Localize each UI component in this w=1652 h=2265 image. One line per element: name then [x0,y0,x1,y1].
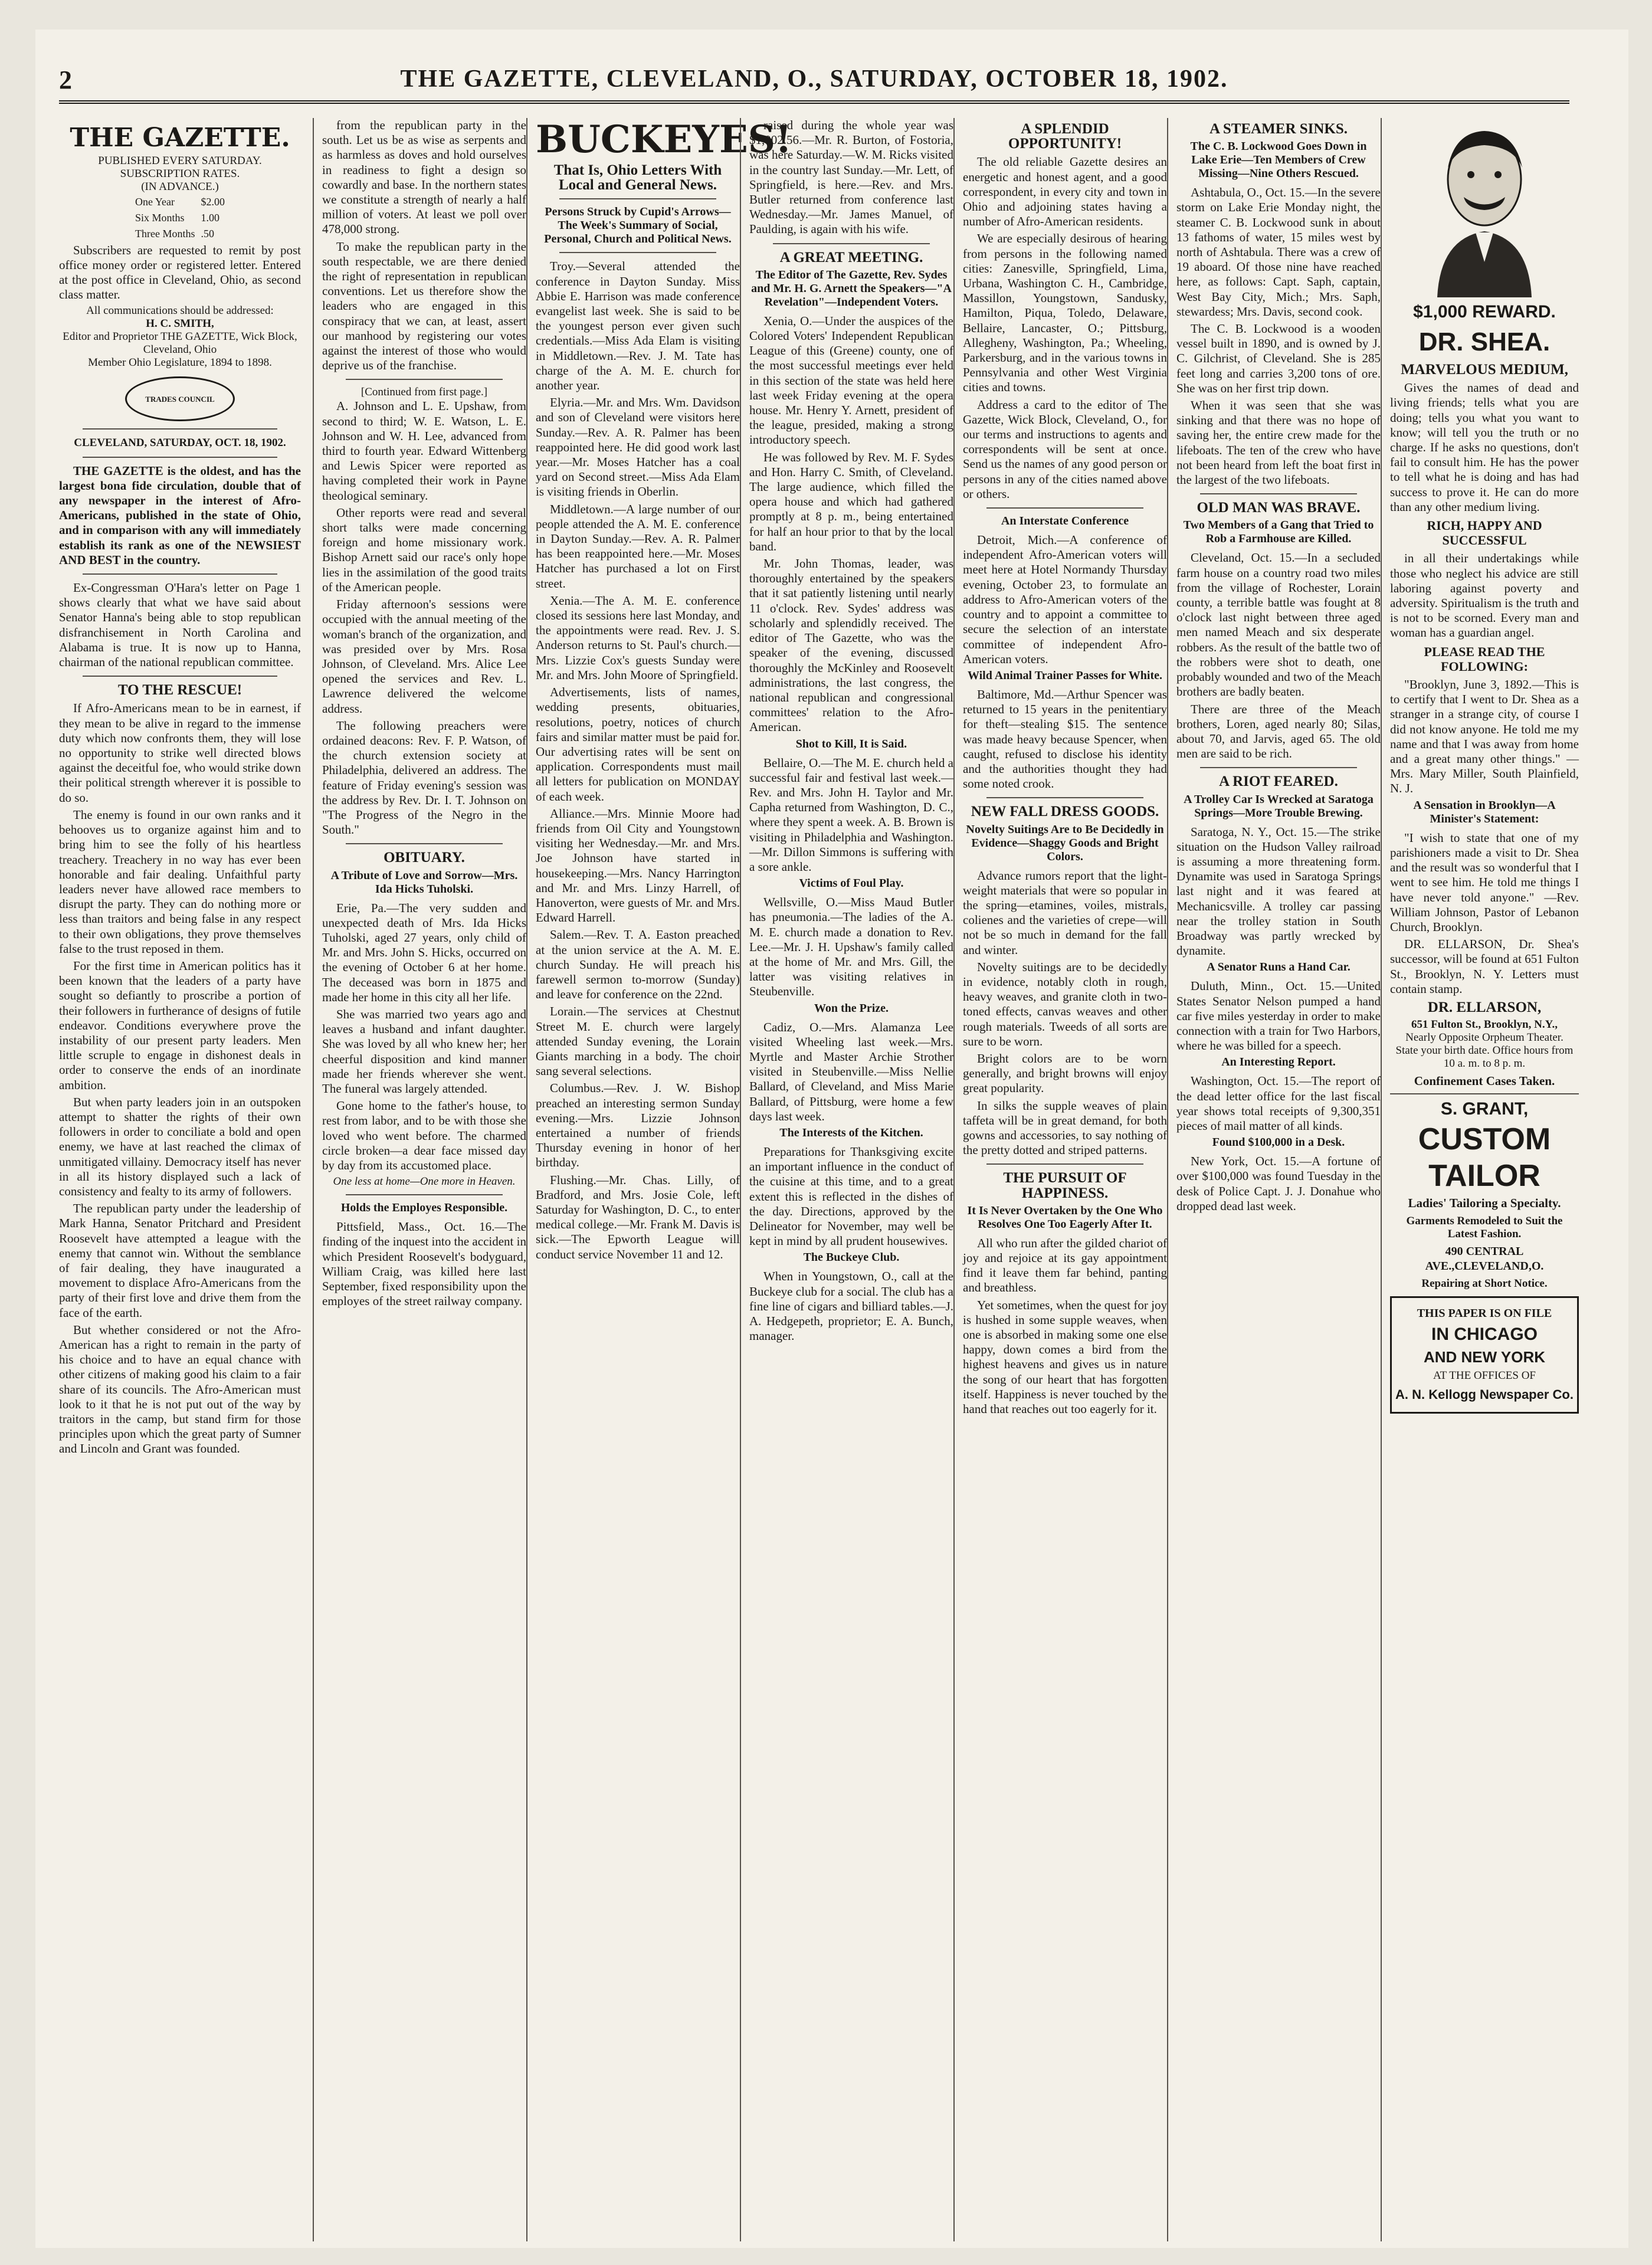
on-file-kellogg: A. N. Kellogg Newspaper Co. [1395,1387,1574,1402]
ellarson-hours: State your birth date. Office hours from 10 a. m. to 8 p. m. [1395,1044,1574,1070]
report-heading: An Interesting Report. [1221,1056,1336,1069]
steamer-paragraph: The C. B. Lockwood is a wooden vessel built in 1890, and is owned by J. C. Gilchrist, of Cleveland. She is 285 feet long and carries 3,200 tons of ore. She was on her first trip down. [1176,322,1381,395]
buckeyes-heading: BUCKEYES! [536,117,792,162]
buckeye-club-heading: The Buckeye Club. [803,1251,900,1264]
meeting-paragraph: Mr. John Thomas, leader, was thoroughly entertained by the speakers that it sat patiently listening until nearly 11 o'clock. Rev. Sydes' address was scholarly and splendidly received. The editor of The Gazette, who was the speaker of the evening, discussed thoroughly the McKinley and Roosevelt administrations, the last congress, the national republican and congressional committees' relation to the Afro-American. [749,556,953,735]
sensation-paragraph: "I wish to state that one of my parishioners made a visit to Dr. Shea and the result was so wonderful that I went to see him. He told me things I have never told anyone." —Rev. William Johnson, Pastor of Lebanon Church, Brooklyn. [1390,830,1579,934]
ellarson-name: DR. ELLARSON, [1427,999,1542,1015]
rate-row [133,195,227,209]
riot-subheading: A Trolley Car Is Wrecked at Saratoga Springs—More Trouble Brewing. [1184,792,1374,820]
rate-price: $2.00 [201,196,225,208]
divider [773,243,930,244]
legislature-line: Member Ohio Legislature, 1894 to 1898. [88,356,272,369]
local-news-item: Salem.—Rev. T. A. Easton preached at the union service at the A. M. E. church Sunday. He will preach his farewell sermon to-morrow (Sunday) and leave for conference on the 22nd. [536,927,740,1002]
obituary-subheading: A Tribute of Love and Sorrow—Mrs. Ida Hicks Tuholski. [330,868,518,896]
kitchen-heading: The Interests of the Kitchen. [779,1126,923,1139]
animal-trainer-heading: Wild Animal Trainer Passes for White. [967,668,1163,682]
obituary-paragraph: Gone home to the father's house, to rest from labor, and to be with those she loved who went before. The charmed circle broken—a dear face missed day by day from its accustomed place. [322,1099,526,1172]
rescue-paragraph: But whether considered or not the Afro-American has a right to remain in the party of his choice and to have an equal chance with other citizens of making good his claim to a fair share of its councils. The Afro-American must look to it that he is not put out of the way by traitors in the camp, but stand firm for those principles upon which the great party of Sumner and Lincoln and Grant was founded. [59,1322,301,1456]
rate-term: Six Months [135,212,185,224]
on-file-offices: AT THE OFFICES OF [1433,1369,1536,1382]
ellarson-address: 651 Fulton St., Brooklyn, N.Y., [1411,1018,1558,1031]
column-3 [526,117,792,2241]
column-5 [953,118,1175,2241]
on-file-box [1390,1296,1579,1414]
meeting-paragraph: He was followed by Rev. M. F. Sydes and Hon. Harry C. Smith, of Cleveland. The large audience, which filled the opera house and which had gathered promptly at 8 p. m., being entertained for half an hour prior to that by the local band. [749,450,953,553]
seal-text: TRADES COUNCIL [145,394,215,404]
conference-paragraph: Detroit, Mich.—A conference of independent Afro-American voters will meet here at Hotel Normandy Thursday evening, October 23, to formulate an address to Afro-American voters of the country and to appoint a committee to secure the selection of an interstate committee of independent Afro-American voters. [963,533,1167,666]
column-4 [740,118,962,2241]
prize-paragraph: Cadiz, O.—Mrs. Alamanza Lee visited Wheeling last week.—Mrs. Myrtle and Master Archie Strother visited in Steubenville.—Miss Nellie Ballard, of Cleveland, and Miss Marie Ballard, of Pittsburg, were home a few days last week. [749,1020,953,1123]
divider [1200,493,1357,494]
church-paragraph: Friday afternoon's sessions were occupied with the annual meeting of the woman's branch of the organization, and was presided over by Mrs. Rosa Johnson, of Cleveland. Mrs. Alice Lee opened the services and Rev. L. Lawrence delivered the welcome address. [322,597,526,716]
on-file-new-york: AND NEW YORK [1423,1348,1546,1366]
obituary-paragraph: She was married two years ago and leaves a husband and infant daughter. She was loved by all who knew her; her cheerful disposition and kind manner made her friends wherever she went. The funeral was largely attended. [322,1007,526,1096]
rescue-heading: TO THE RESCUE! [117,682,242,699]
opportunity-paragraph: We are especially desirous of hearing from persons in the following named cities: Zanesville, Springfield, Lima, Urbana, Washington C. H., Cambridge, Massillon, Youngstown, Sandusky, Hamilton, Piqua, Toledo, Delaware, Bellaire, Lancaster, O.; Pittsburg, Allegheny, Washington, Pa.; Wheeling, Parkersburg, and in the various towns in Pennsylvania and other West Virginia cities and towns. [963,231,1167,395]
divider [346,1194,503,1195]
prize-heading: Won the Prize. [814,1001,889,1015]
divider [83,676,277,677]
column-1 [59,118,309,2241]
rates-heading: SUBSCRIPTION RATES. [120,168,240,180]
local-news-item: Flushing.—Mr. Chas. Lilly, of Bradford, and Mrs. Josie Cole, left Saturday for Washington, D. C., to enter medical college.—Mr. Frank M. Davis is sick.—The Epworth League will conduct service November 11 and 12. [536,1172,740,1261]
divider [83,428,277,430]
obituary-verse: One less at home—One more in Heaven. [333,1175,516,1188]
shot-heading: Shot to Kill, It is Said. [795,737,907,750]
dress-goods-paragraph: Advance rumors report that the light-weight materials that were so popular in the spring—etamines, voiles, mistrals, colienes and the varieties of crepe—will not be so much in demand for the fall and winter. [963,868,1167,957]
rate-row [133,227,227,241]
church-paragraph: The following preachers were ordained deacons: Rev. F. P. Watson, of the church extension society at Philadelphia, delivered an address. The feature of Friday evening's session was the address by Rev. Dr. I. T. Johnson on "The Progress of the Negro in the South." [322,718,526,837]
local-news-item: Advertisements, lists of names, wedding presents, obituaries, resolutions, poetry, notices of church fairs and similar matter must be paid for. Our advertising rates will be sent on application. Correspondents must mail all letters for publication on MONDAY of each week. [536,685,740,804]
riot-paragraph: Saratoga, N. Y., Oct. 15.—The strike situation on the Hudson Valley railroad is assuming a more threatening form. Dynamite was used in Saratoga Springs last night and it was feared at Mechanicsville. A trolley car passing near the trolley station in South Broadway was partly wrecked by dynamite. [1176,824,1381,958]
rich-heading: RICH, HAPPY AND SUCCESSFUL [1427,518,1542,548]
dr-shea-intro: Gives the names of dead and living friends; tells what you are doing; tells you what you want to know; will tell you the truth or no charge. If he asks no questions, don't fail to consult him. He has the power to tell what he is doing and has had success to prove it. He can do more than any other medium living. [1390,381,1579,514]
opportunity-paragraph: Address a card to the editor of The Gazette, Wick Block, Cleveland, O., for our terms and instructions to agents and correspondents will be sent at once. Send us the names of any good person or persons in any of the cities named above or others. [963,397,1167,501]
published-line: PUBLISHED EVERY SATURDAY. [98,155,262,167]
happiness-paragraph: Yet sometimes, when the quest for joy is hushed in some supple weaves, when one is absorbed in making some one else happy, down comes a bird from the highest heavens and gives us in nature the song of our heart that has forgotten itself. Happiness is never touched by the hand that reaches out too eagerly for it. [963,1297,1167,1417]
local-news-item: Troy.—Several attended the conference in Dayton Sunday. Miss Abbie E. Harrison was made conference evangelist last week. She is said to be the youngest person ever given such credentials.—Miss Ada Elam is visiting in Middletown.—Rev. J. M. Tate has charge of the A. M. E. church for another year. [536,259,740,393]
rates-in-advance: (IN ADVANCE.) [141,181,219,193]
rate-term: One Year [135,196,175,208]
editorial-continued: from the republican party in the south. Let us be as wise as serpents and as harmless as doves and hold ourselves in readiness to fight a design so cowardly and base. In the northern states we constitute a strength of nearly a half million of voters. At least we poll over 478,000 strong. [322,118,526,237]
tailor-repair: Repairing at Short Notice. [1421,1277,1548,1290]
dateline: CLEVELAND, SATURDAY, OCT. 18, 1902. [74,437,286,450]
dr-shea-name: DR. SHEA. [1418,327,1551,356]
buckeye-club-paragraph: When in Youngstown, O., call at the Buckeye club for a social. The club has a fine line of cigars and billiard tables.—J. A. Hedgepeth, proprietor; E. A. Bunch, manager. [749,1269,953,1343]
dress-goods-heading: NEW FALL DRESS GOODS. [971,804,1159,820]
dr-shea-title: MARVELOUS MEDIUM, [1401,362,1568,378]
ellarson-paragraph: DR. ELLARSON, Dr. Shea's successor, will be found at 651 Fulton St., Brooklyn, N. Y. Letters must contain stamp. [1390,937,1579,996]
dress-goods-paragraph: Bright colors are to be worn generally, and bright browns will enjoy great popularity. [963,1051,1167,1096]
meeting-heading: A GREAT MEETING. [779,249,923,265]
tailor-name: S. GRANT, [1440,1099,1529,1119]
conference-heading: An Interstate Conference [1001,514,1129,528]
divider [559,252,716,253]
rate-row [133,211,227,225]
buckeyes-deck: Persons Struck by Cupid's Arrows—The Week's Summary of Social, Personal, Church and Political News. [544,205,732,246]
tailor-tailor: TAILOR [1428,1159,1540,1194]
dr-shea-portrait [1414,120,1555,297]
continued-note: [Continued from first page.] [360,386,488,399]
local-news-item: Columbus.—Rev. J. W. Bishop preached an interesting sermon Sunday evening.—Mrs. Lizzie Johnson entertained a number of friends Thursday evening in honor of her birthday. [536,1081,740,1170]
dress-goods-paragraph: Novelty suitings are to be decidedly in evidence, notably cloth in rough, heavy weaves, and granite cloth in two-toned effects, canvas weaves and other rough materials. Tweeds of all sorts are sure to be worn. [963,959,1167,1048]
employes-heading: Holds the Employes Responsible. [340,1201,508,1215]
local-news-item: raised during the whole year was $1,002.56.—Mr. R. Burton, of Fostoria, was here Saturday.—W. M. Ricks visited in the country last Sunday.—Mr. Lett, of Springfield, is here.—Rev. and Mrs. Butler returned from conference last Wednesday.—Mr. James Manuel, of Paulding, is again with his wife. [749,118,953,237]
masthead-title: THE GAZETTE, CLEVELAND, O., SATURDAY, OCTOBER 18, 1902. [400,65,1228,93]
happiness-heading: THE PURSUIT OF HAPPINESS. [1003,1170,1127,1201]
column-6 [1167,118,1389,2241]
local-news-item: Xenia.—The A. M. E. conference closed its sessions here last Monday, and the appointments were read. Rev. J. S. Anderson returns to St. Paul's church.—Mrs. Lizzie Cox's guests Sunday were Mr. and Mrs. John Moore of Springfield. [536,593,740,682]
on-file-line-1: THIS PAPER IS ON FILE [1417,1306,1552,1320]
meeting-subheading: The Editor of The Gazette, Rev. Sydes and Mr. H. G. Arnett the Speakers—"A Revelation"—Independent Voters. [751,268,952,309]
confinement-line: Confinement Cases Taken. [1414,1074,1555,1089]
masthead [59,65,1569,104]
rescue-paragraph: For the first time in American politics has it been known that the leaders of a party have sought so defiantly to proscribe a portion of their followers in furtherance of designs of futile endeavor. Conditions everywhere prove the instability of our present party leaders. Men little scruple to engage in dishonest deals in order to conserve the ends of an inordinate ambition. [59,958,301,1092]
address-line: All communications should be addressed: [86,304,274,317]
rescue-paragraph: The republican party under the leadership of Mark Hanna, Senator Pritchard and President Roosevelt have attempted a league with the enemy that cannot win. Without the semblance of fair dealing, they have inaugurated a movement to displace Afro-Americans from the party of their first love and drive them from the face of the earth. [59,1201,301,1320]
local-news-item: Alliance.—Mrs. Minnie Moore had friends from Oil City and Youngstown visiting her Wednesday.—Mr. and Mrs. Joe Johnson have started in housekeeping.—Mrs. Nancy Harrington and Mr. and Mrs. Linzy Harrell, of Hanoverton, were guests of Mr. and Mrs. Edward Harrell. [536,806,740,925]
obituary-paragraph: Erie, Pa.—The very sudden and unexpected death of Mrs. Ida Hicks Tuholski, aged 27 years, only child of Mr. and Mrs. John S. Hicks, occurred on the evening of October 6 at her home. The deceased was born in 1875 and made her home in this city all her life. [322,900,526,1004]
opportunity-paragraph: The old reliable Gazette desires an energetic and honest agent, and a good correspondent, in every city and town in Ohio and adjoining states having a number of Afro-American residents. [963,155,1167,229]
animal-trainer-paragraph: Baltimore, Md.—Arthur Spencer was returned to 15 years in the penitentiary for theft—stealing $15. The sentence was made heavy because Spencer, when caught, refused to disclose his identity and the authorities thought they had some noted crook. [963,687,1167,791]
divider [986,797,1143,798]
brave-subheading: Two Members of a Gang that Tried to Rob a Farmhouse are Killed. [1183,519,1374,546]
rescue-paragraph: If Afro-Americans mean to be in earnest, if they mean to be alive in regard to the immense duty which now confronts them, they will lose no opportunity to strike well directed blows against the deceitful foe, who would strike down their political strength wherever it is possible to do so. [59,701,301,805]
report-paragraph: Washington, Oct. 15.—The report of the dead letter office for the last fiscal year shows total receipts of 9,300,351 pieces of mail matter of all kinds. [1176,1074,1381,1133]
rich-paragraph: in all their undertakings while those who neglect his advice are still laboring against poverty and adversity. Spiritualism is the truth and is not to be scorned. Every man and woman has a guardian angel. [1390,551,1579,640]
subscriber-notice: Subscribers are requested to remit by post office money order or registered letter. Entered at the post office in Cleveland, Ohio, as second class matter. [59,242,301,302]
divider [559,198,716,199]
church-paragraph: Other reports were read and several short talks were made concerning foreign and home missionary work. Bishop Arnett said our race's only hope lies in the assimilation of the good traits of the American people. [322,505,526,594]
reward-heading: $1,000 REWARD. [1413,302,1556,322]
desk-paragraph: New York, Oct. 15.—A fortune of over $100,000 was found Tuesday in the desk of Police Capt. J. J. Donahue who dropped dead last week. [1176,1154,1381,1213]
steamer-paragraph: Ashtabula, O., Oct. 15.—In the severe storm on Lake Erie Monday night, the steamer C. B. Lockwood sunk in about 13 fathoms of water, 15 miles west by north of Ashtabula. There was a crew of 19 aboard. Of those nine have reached here, as follows: Capt. Saph, captain, West Bay City, Mich.; Mrs. Saph, stewardess; Mrs. Davis, second cook. [1176,185,1381,319]
meeting-paragraph: Xenia, O.—Under the auspices of the Colored Voters' Independent Republican League of this (Greene) county, one of the most successful meetings ever held in this section of the state was held here last week Friday evening at the opera house. Mr. Henry Y. Arnett, president of the league, presided, making a strong introductory speech. [749,313,953,447]
local-news-item: Elyria.—Mr. and Mrs. Wm. Davidson and son of Cleveland were visitors here Sunday.—Rev. A. R. Palmer has been reappointed here. He did good work last year.—Mr. Moses Hatcher has a coal yard on Second street.—Miss Ada Elam is visiting friends in Oberlin. [536,395,740,499]
steamer-paragraph: When it was seen that she was sinking and that there was no hope of saving her, the entire crew made for the lifeboats. The ten of the crew who have not been heard from left the boat first in the largest of the two lifeboats. [1176,398,1381,487]
victims-heading: Victims of Foul Play. [799,877,904,890]
divider [986,507,1143,509]
church-paragraph: A. Johnson and L. E. Upshaw, from second to third; W. E. Watson, L. E. Johnson and W. H. Lee, advanced from third to fourth year. Edward Wittenberg and Lewis Spicer were reported as having completed their work in Payne theological seminary. [322,399,526,503]
tailor-specialty: Ladies' Tailoring a Specialty. [1408,1196,1561,1211]
ellarson-note: Nearly Opposite Orpheum Theater. [1405,1031,1564,1044]
page-number: 2 [59,65,72,94]
divider [1200,767,1357,768]
happiness-paragraph: All who run after the gilded chariot of joy and rejoice at its gay appointment find it leave them far behind, panting and breathless. [963,1235,1167,1295]
steamer-subheading: The C. B. Lockwood Goes Down in Lake Erie—Ten Members of Crew Missing—Nine Others Rescued. [1190,140,1367,181]
on-file-chicago: IN CHICAGO [1431,1325,1538,1345]
tailor-custom: CUSTOM [1418,1122,1551,1157]
editor-title: Editor and Proprietor THE GAZETTE, Wick Block, Cleveland, Ohio [63,330,297,356]
happiness-subheading: It Is Never Overtaken by the One Who Resolves One Too Eagerly After It. [967,1204,1163,1231]
employes-paragraph: Pittsfield, Mass., Oct. 16.—The finding of the inquest into the accident in which President Roosevelt's bodyguard, William Craig, was killed here last September, fixed responsibility upon the employes of the street railway company. [322,1220,526,1309]
divider [83,573,277,575]
tailor-garments: Garments Remodeled to Suit the Latest Fashion. [1406,1214,1563,1240]
divider [83,457,277,458]
brave-paragraph: There are three of the Meach brothers, Loren, aged nearly 80; Silas, about 70, and Jarvis, aged 65. The old men are said to be rich. [1176,702,1381,761]
victims-paragraph: Wellsville, O.—Miss Maud Butler has pneumonia.—The ladies of the A. M. E. church made a donation to Rev. Lee.—Mr. J. H. Upshaw's family called at the home of Mr. and Mrs. Gill, the latter was visiting relatives in Steubenville. [749,895,953,999]
brave-paragraph: Cleveland, Oct. 15.—In a secluded farm house on a country road two miles from the village of Rochester, Lorain county, a terrible battle was fought at 8 o'clock last night between three aged men named Meach and six desperate robbers. As the result of the battle two of the robbers were shot to death, one probably wounded and two of the Meach brothers are badly beaten. [1176,550,1381,699]
rates-table [132,194,228,243]
opportunity-heading: A SPLENDID OPPORTUNITY! [1008,121,1122,152]
brave-heading: OLD MAN WAS BRAVE. [1197,500,1361,516]
divider [1390,1093,1579,1094]
senator-heading: A Senator Runs a Hand Car. [1207,961,1351,974]
shot-paragraph: Bellaire, O.—The M. E. church held a successful fair and festival last week.—Rev. and Mrs. John H. Taylor and Mr. Capha returned from Washington, D. C., where they spent a week. A. B. Brown is visiting in Philadelphia and Washington.—Mr. Dillon Simmons is suffering with a sore ankle. [749,755,953,874]
please-read-heading: PLEASE READ THE FOLLOWING: [1424,644,1545,674]
divider [346,379,503,380]
rate-term: Three Months [135,228,195,240]
desk-heading: Found $100,000 in a Desk. [1212,1136,1345,1149]
editor-name: H. C. SMITH, [146,317,214,330]
testimonial-paragraph: "Brooklyn, June 3, 1892.—This is to certify that I went to Dr. Shea as a stranger in a strange city, of course I did not know anyone. He told me my name and that I was away from home and a great many other things." —Mrs. Mary Miller, South Plainfield, N. J. [1390,677,1579,796]
riot-heading: A RIOT FEARED. [1219,773,1338,790]
circulation-boast: THE GAZETTE is the oldest, and has the largest bona fide circulation, double that of any newspaper in the interest of Afro-Americans, published in the state of Ohio, and in comparison with any will immediately establish its rank as one of the NEWSIEST AND BEST in the country. [59,463,301,567]
dress-goods-paragraph: In silks the supple weaves of plain taffeta will be in great demand, for both gowns and accessories, to say nothing of the pretty dotted and striped patterns. [963,1098,1167,1158]
divider [346,843,503,844]
rate-price: .50 [201,228,214,240]
paper-name: THE GAZETTE. [70,123,290,153]
dress-goods-subheading: Novelty Suitings Are to Be Decidedly in Evidence—Shaggy Goods and Bright Colors. [966,822,1164,863]
steamer-heading: A STEAMER SINKS. [1209,121,1348,137]
buckeyes-subheading: That Is, Ohio Letters With Local and General News. [553,162,722,194]
kitchen-paragraph: Preparations for Thanksgiving excite an important influence in the conduct of the cuisine at this time, and to a great extent this is reflected in the dishes of the day. Directions, approved by the Delineator for November, may well be kept in mind by all prudent housewives. [749,1144,953,1248]
trades-council-seal [125,376,235,421]
sensation-heading: A Sensation in Brooklyn—A Minister's Statement: [1413,798,1556,825]
rescue-paragraph: The enemy is found in our own ranks and it behooves us to organize against him and to bring him to see the folly of his heartless treachery. Treachery in no way has ever been honorable and fair dealing. Unfaithful party leaders never have allowed race members to disrupt the party. They can do nothing more or less than traitors and being false in any respect to their own obligations, they prove themselves false to the trust reposed in them. [59,807,301,956]
editorial-continued: To make the republican party in the south respectable, we are there denied the right of representation in republican conventions. Let us therefore show the leaders who are engaged in this conspiracy that we can, at least, assert our manhood by registering our votes against the interest of those who would deprive us of the franchise. [322,239,526,373]
ohara-editorial: Ex-Congressman O'Hara's letter on Page 1 shows clearly that what we have said about Senator Hanna's being able to stop republican disfranchisement in North Carolina and Alabama is true. It is now up to Hanna, chairman of the national republican committee. [59,581,301,670]
senator-paragraph: Duluth, Minn., Oct. 15.—United States Senator Nelson pumped a hand car five miles yesterday in order to make connection with a train for Two Harbors, where he was billed for a speech. [1176,979,1381,1053]
rescue-paragraph: But when party leaders join in an outspoken attempt to shatter the rights of their own followers in order to conciliate a bold and open enemy, we have at last reached the climax of unmitigated villainy. Democracy itself has never in all its history displayed such a lack of consistency and fealty to its army of followers. [59,1094,301,1198]
column-7-advertisements [1381,118,1579,2241]
local-news-item: Lorain.—The services at Chestnut Street M. E. church were largely attended Sunday evening, the Lorain Giants marching in a body. The choir sang several selections. [536,1004,740,1079]
rate-price: 1.00 [201,212,219,224]
divider [986,1163,1143,1165]
obituary-heading: OBITUARY. [384,850,465,866]
tailor-address: 490 CENTRAL AVE.,CLEVELAND,O. [1425,1244,1544,1273]
column-2 [313,118,535,2241]
local-news-item: Middletown.—A large number of our people attended the A. M. E. conference in Dayton Sunday.—Rev. A. R. Palmer has been reappointed here.—Mr. Moses Hatcher has purchased a lot on First street. [536,501,740,591]
